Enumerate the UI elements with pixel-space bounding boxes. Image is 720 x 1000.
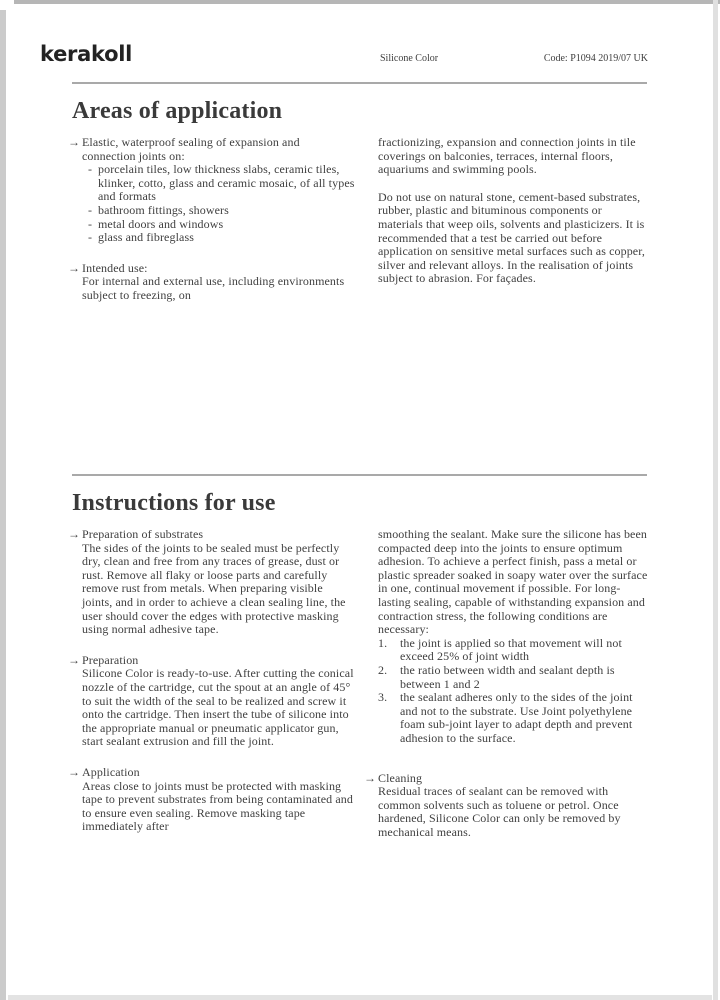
instructions-columns xyxy=(0,528,720,856)
bullet-item xyxy=(68,260,356,303)
item-number: 2. xyxy=(378,662,388,677)
bullet-text: Elastic, waterproof sealing of expansion and connection joints on: xyxy=(82,135,300,163)
page-edge-left xyxy=(0,10,6,1000)
dash-bullet-icon: - xyxy=(88,216,93,231)
sub-list-item xyxy=(82,231,356,245)
instructions-left-column xyxy=(68,527,356,856)
areas-left-column xyxy=(68,135,356,474)
document-title: Silicone Color xyxy=(380,53,439,64)
bullet-heading: Cleaning xyxy=(378,770,423,785)
brand-logo: kerakoll xyxy=(40,42,132,66)
page-edge-right xyxy=(713,0,718,1000)
section-title-instructions: Instructions for use xyxy=(72,490,276,516)
sub-item-text: glass and fibreglass xyxy=(98,230,194,245)
page-edge-bottom xyxy=(8,995,712,1000)
bullet-item xyxy=(68,764,356,834)
bullet-text: The sides of the joints to be sealed must be perfectly dry, clean and free from any traces of grease, dust or rust. Remove all flaky or loose parts and carefully remove rust from metals. When preparing visible joints, and in order to achieve a clean sealing line, the user should cover the edges with protective masking using normal adhesive tape. xyxy=(82,540,346,637)
section-instructions-for-use xyxy=(0,489,720,856)
paragraph: smoothing the sealant. Make sure the silicone has been compacted deep into the joints to ensure optimum adhesion. To achieve a perfect finish, pass a metal or plastic spreader soaked in soapy water over the surface in one, continual movement if possible. For long-lasting sealing, capable of withstanding expansion and contraction stress, the following conditions are necessary: xyxy=(378,527,648,637)
bullet-text: Silicone Color is ready-to-use. After cutting the conical nozzle of the cartridge, cut the spout at an angle of 45° to suit the width of the seal to be realized and screw it onto the cartridge. Then insert the tube of silicone into the appropriate manual or pneumatic applicator gun, start sealant extrusion and fill the joint. xyxy=(82,666,354,749)
bullet-content xyxy=(82,136,356,245)
bullet-text: Areas close to joints must be protected with masking tape to prevent substrates from being contaminated and to ensure even sealing. Remove masking tape immediately after xyxy=(82,778,353,834)
bullet-item xyxy=(68,527,356,637)
bullet-content xyxy=(82,766,356,834)
bullet-heading: Intended use: xyxy=(82,260,148,275)
numbered-item-text: the joint is applied so that movement will not exceed 25% of joint width xyxy=(400,635,622,664)
bullet-heading: Preparation xyxy=(82,652,139,667)
areas-columns xyxy=(0,136,720,474)
sub-list xyxy=(82,163,356,245)
arrow-bullet-icon: → xyxy=(68,135,81,149)
bullet-content xyxy=(82,528,356,637)
document-code: Code: P1094 2019/07 UK xyxy=(543,53,648,64)
sub-list-item xyxy=(82,204,356,218)
areas-right-column xyxy=(378,136,648,474)
bullet-heading: Preparation of substrates xyxy=(82,527,204,541)
sub-item-text: metal doors and windows xyxy=(98,216,224,231)
paragraph: fractionizing, expansion and connection joints in tile coverings on balconies, terraces, internal floors, aquariums and swimming pools. xyxy=(378,135,636,177)
dash-bullet-icon: - xyxy=(88,202,93,217)
section-title-areas: Areas of application xyxy=(72,98,283,124)
page-edge-top xyxy=(14,0,720,4)
item-number: 3. xyxy=(378,690,388,705)
bullet-content xyxy=(378,772,648,840)
numbered-item-text: the ratio between width and sealant depth is between 1 and 2 xyxy=(400,662,615,691)
dash-bullet-icon: - xyxy=(88,230,93,245)
bullet-content xyxy=(82,262,356,303)
sub-item-text: bathroom fittings, showers xyxy=(98,202,229,217)
bullet-content xyxy=(82,654,356,749)
bullet-heading: Application xyxy=(82,764,140,779)
arrow-bullet-icon: → xyxy=(68,652,81,667)
instructions-right-column xyxy=(364,527,648,856)
numbered-item xyxy=(378,664,648,691)
bullet-item xyxy=(68,135,356,245)
item-number: 1. xyxy=(378,635,388,650)
arrow-bullet-icon: → xyxy=(364,770,377,785)
section-areas-of-application xyxy=(0,97,720,474)
numbered-item xyxy=(378,637,648,664)
bullet-text: For internal and external use, including environments subject to freezing, on xyxy=(82,274,345,302)
numbered-item xyxy=(378,691,648,745)
paragraph: Do not use on natural stone, cement-based substrates, rubber, plastic and bituminous components or materials that weep oils, solvents and plasticizers. It is recommended that a test be carried out before application on sensitive metal surfaces such as copper, silver and relevant alloys. In the realisation of joints subject to abrasion. For façades. xyxy=(378,189,645,286)
arrow-bullet-icon: → xyxy=(68,764,81,779)
bullet-text: Residual traces of sealant can be removed with common solvents such as toluene or petrol. Once hardened, Silicone Color can only be removed by mechanical means. xyxy=(378,784,621,839)
dash-bullet-icon: - xyxy=(88,162,93,177)
header-divider xyxy=(72,82,647,84)
bullet-item xyxy=(68,652,356,749)
sub-list-item xyxy=(82,163,356,204)
page-header xyxy=(0,0,720,66)
arrow-bullet-icon: → xyxy=(68,260,81,275)
bullet-item xyxy=(364,770,648,840)
sub-item-text: porcelain tiles, low thickness slabs, ceramic tiles, klinker, cotto, glass and ceramic mosaic, of all types and formats xyxy=(98,162,355,204)
arrow-bullet-icon: → xyxy=(68,527,81,541)
section-divider xyxy=(72,474,647,476)
sub-list-item xyxy=(82,218,356,232)
numbered-list xyxy=(378,637,648,746)
numbered-item-text: the sealant adheres only to the sides of the joint and not to the substrate. Use Joint polyethylene foam sub-joint layer to adapt depth and prevent adhesion to the surface. xyxy=(400,690,633,745)
